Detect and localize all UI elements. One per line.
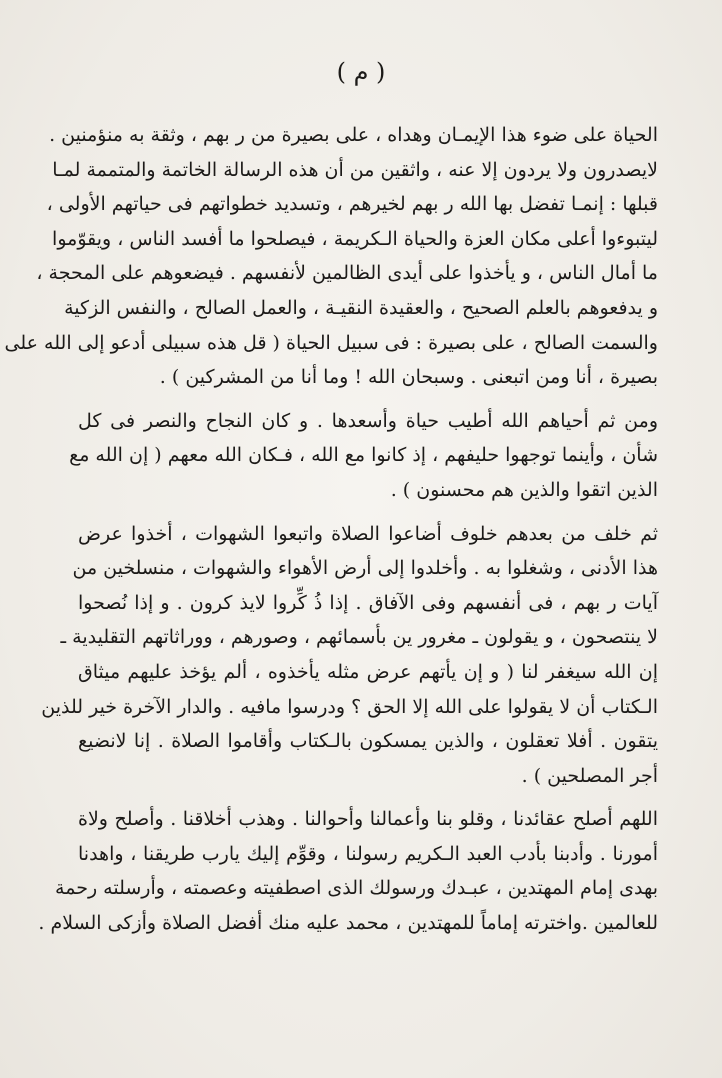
text-line: يتقون . أفلا تعقلون ، والذين يمسكون بالـكتاب وأقاموا الصلاة . إنا لانضيع — [78, 730, 658, 753]
text-line: أمورنا . وأدبنا بأدب العبد الـكريم رسولنا ، وقوِّم إليك يارب طريقنا ، واهدنا — [78, 842, 658, 865]
text-line: لايصدرون ولا يردون إلا عنه ، واثقين من أن هذه الرسالة الخاتمة والمتممة لمـا — [52, 158, 658, 181]
text-line: الحياة على ضوء هذا الإيمـان وهداه ، على بصيرة من ر بهم ، وثقة به منؤمنين . — [49, 124, 658, 146]
text-line: ليتبوءوا أعلى مكان العزة والحياة الـكريمة ، فيصلحوا ما أفسد الناس ، ويقوّموا — [52, 227, 658, 250]
text-line: ثم خلف من بعدهم خلوف أضاعوا الصلاة واتبعوا الشهوات ، أخذوا عرض — [78, 522, 658, 545]
text-line: أجر المصلحين ) . — [521, 764, 658, 787]
text-line: بهدى إمام المهتدين ، عبـدك ورسولك الذى اصطفيته وعصمته ، وأرسلته رحمة — [55, 877, 658, 900]
text-line: هذا الأدنى ، وشغلوا به . وأخلدوا إلى أرض الأهواء والشهوات ، منسلخين من — [72, 557, 658, 580]
body-text — [4, 118, 658, 941]
text-line: والسمت الصالح ، على بصيرة : فى سبيل الحياة ( قل هذه سبيلى أدعو إلى الله على — [4, 331, 658, 354]
paragraph-2 — [69, 404, 658, 508]
text-line: للعالمين .واخترته إماماً للمهتدين ، محمد عليه منك أفضل الصلاة وأزكى السلام . — [38, 912, 658, 935]
text-line: ما أمال الناس ، و يأخذوا على أيدى الظالمين لأنفسهم . فيضعوهم على المحجة ، — [36, 262, 658, 285]
paragraph-3 — [41, 517, 658, 794]
text-line: آيات ر بهم ، فى أنفسهم وفى الآفاق . إذا ذُ كِّروا لايذ كرون . و إذا نُصحوا — [78, 591, 658, 614]
text-line: إن الله سيغفر لنا ( و إن يأتهم عرض مثله يأخذوه ، ألم يؤخذ عليهم ميثاق — [78, 660, 658, 683]
text-line: ومن ثم أحياهم الله أطيب حياة وأسعدها . و كان النجاح والنصر فى كل — [78, 409, 658, 432]
text-line: قبلها : إنمـا تفضل بها الله ر بهم لخيرهم ، وتسديد خطواتهم فى حياتهم الأولى ، — [46, 193, 658, 216]
text-line: شأن ، وأينما توجهوا حليفهم ، إذ كانوا مع الله ، فـكان الله معهم ( إن الله مع — [69, 444, 658, 467]
text-line: الـكتاب أن لا يقولوا على الله إلا الحق ؟ ودرسوا مافيه . والدار الآخرة خير للذين — [41, 695, 658, 718]
text-line: الذين اتقوا والذين هم محسنون ) . — [390, 478, 658, 501]
paragraph-4 — [38, 802, 658, 940]
text-line: لا ينتصحون ، و يقولون ـ مغرور ين بأسمائهم ، وصورهم ، ووراثاتهم التقليدية ـ — [60, 626, 658, 649]
text-line: بصيرة ، أنا ومن اتبعنى . وسبحان الله ! وما أنا من المشركين ) . — [159, 366, 658, 389]
text-line: و يدفعوهم بالعلم الصحيح ، والعقيدة النقيـة ، والعمل الصالح ، والنفس الزكية — [64, 296, 658, 319]
paragraph-1 — [4, 118, 658, 395]
text-line: اللهم أصلح عقائدنا ، وقلو بنا وأعمالنا وأحوالنا . وهذب أخلاقنا . وأصلح ولاة — [78, 808, 658, 831]
page-number: ( م ) — [336, 58, 386, 86]
